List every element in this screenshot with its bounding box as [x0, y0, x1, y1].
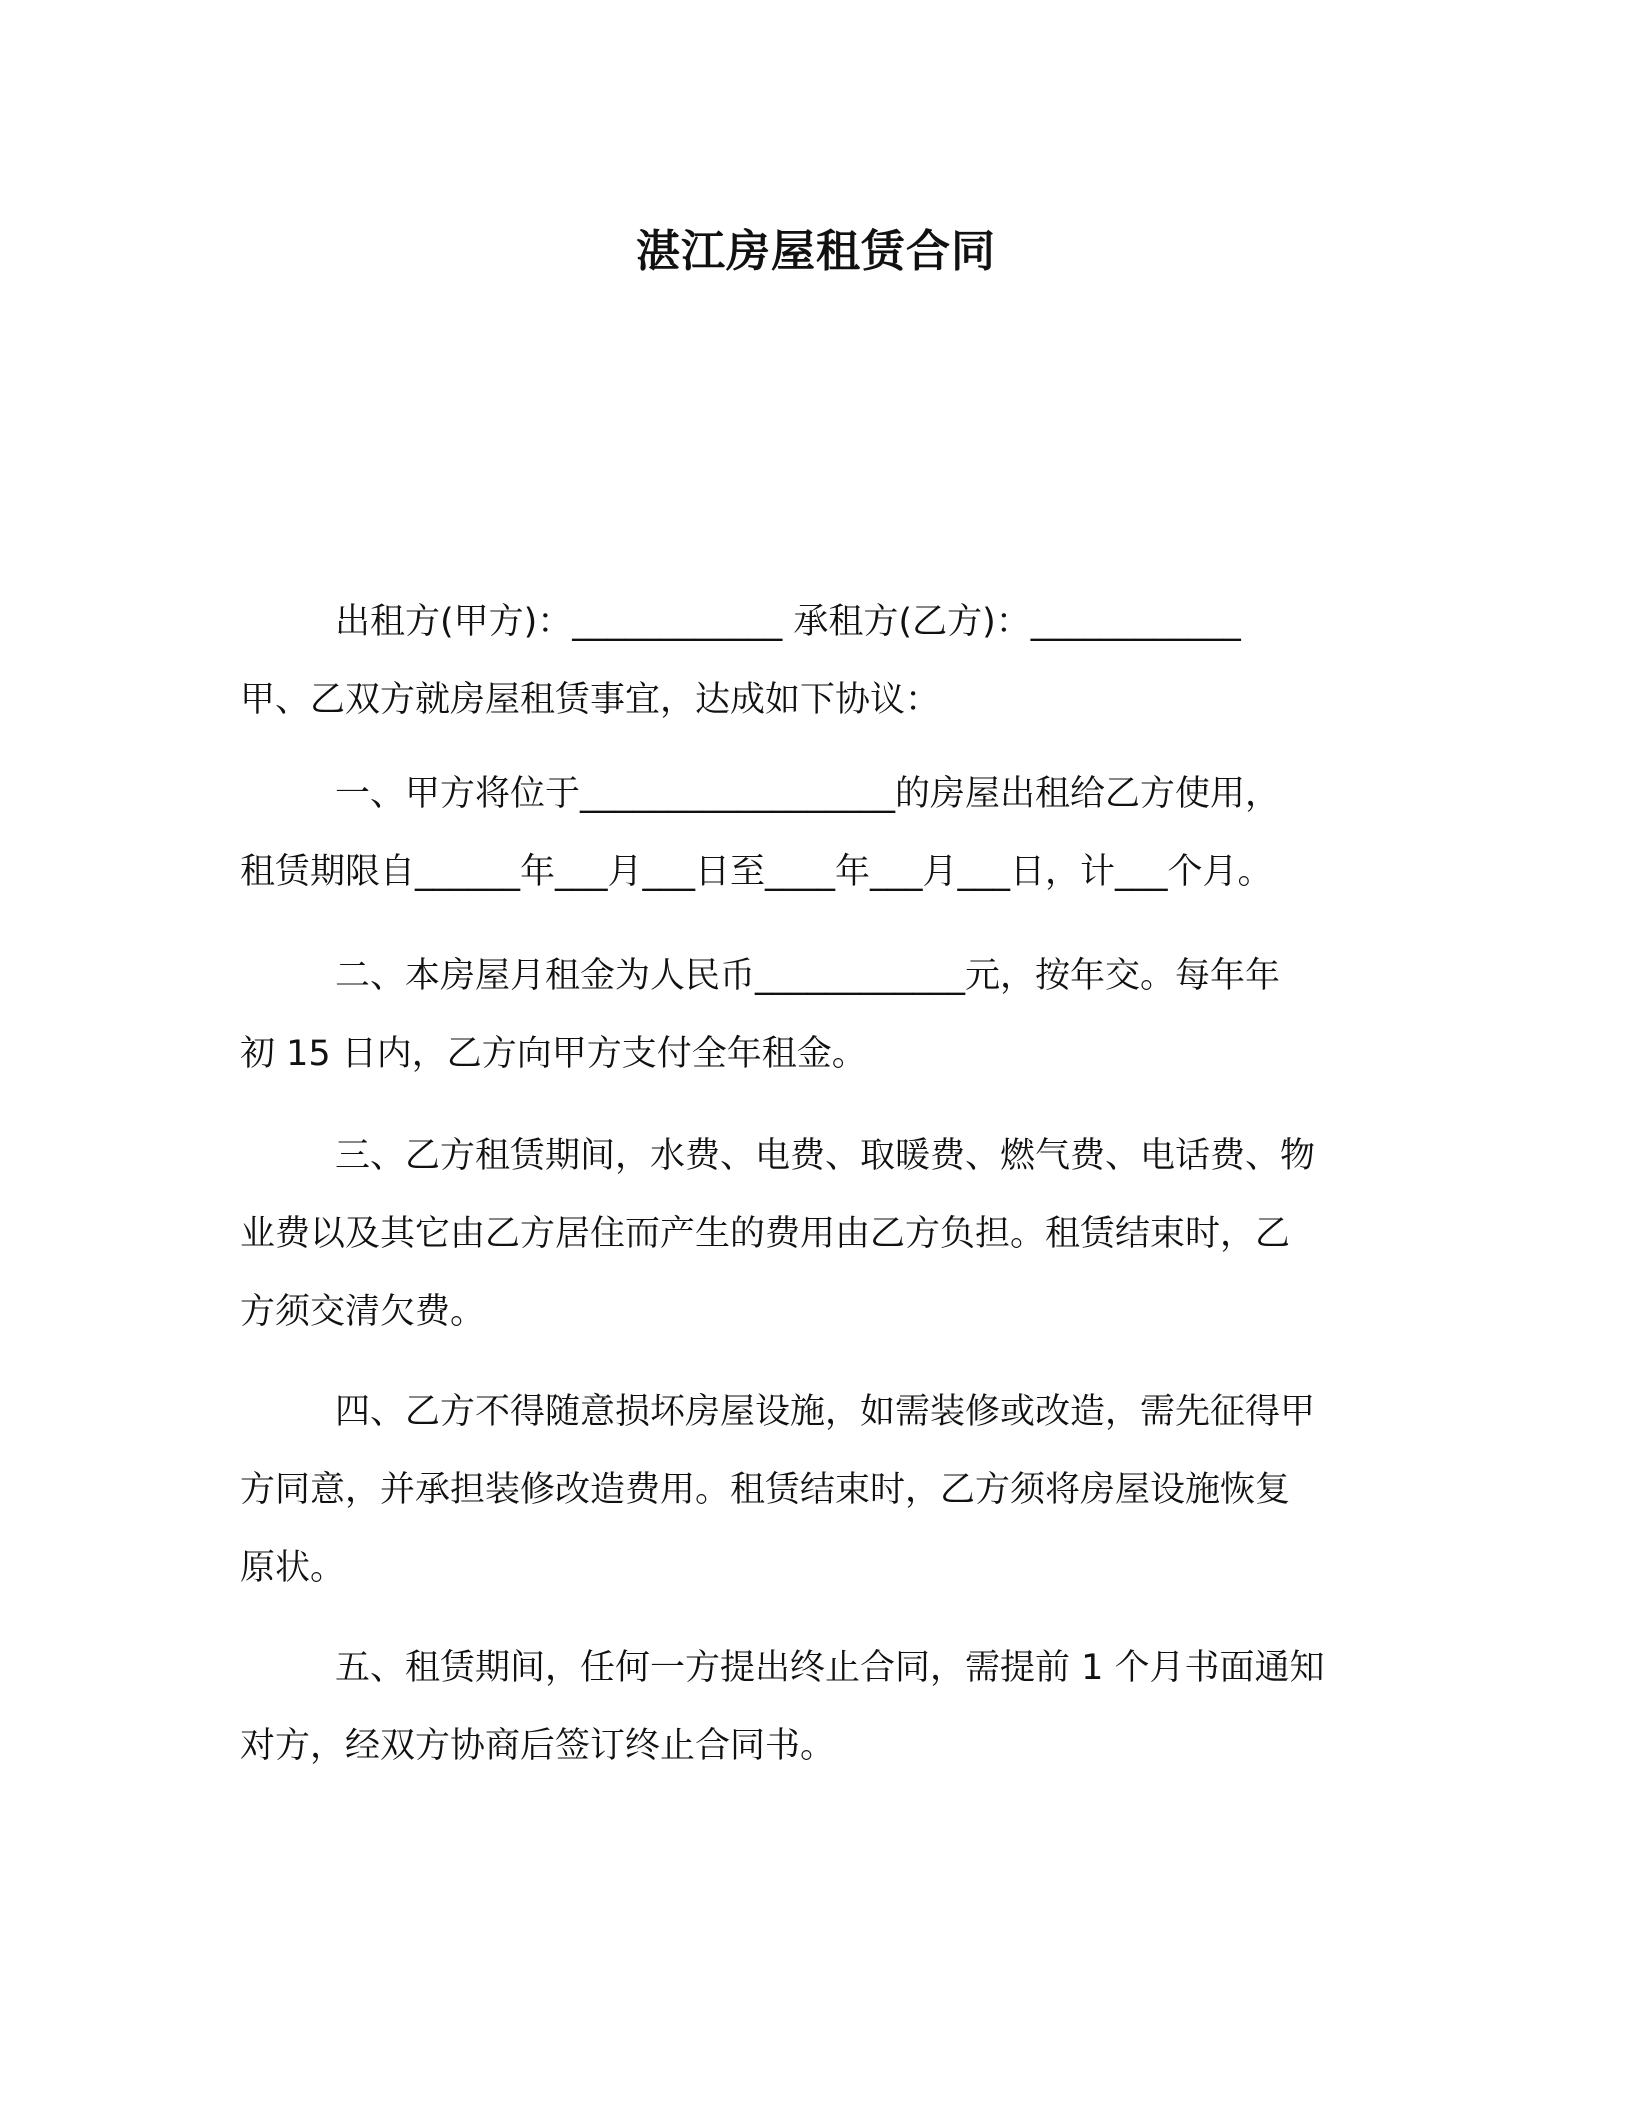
clause-4-line-1: 四、乙方不得随意损坏房屋设施，如需装修或改造，需先征得甲 — [335, 1392, 1316, 1432]
clause-2-line-1: 二、本房屋月租金为人民币____________元，按年交。每年年 — [335, 956, 1281, 996]
clause-1-line-2: 租赁期限自______年___月___日至____年___月___日，计___个月。 — [240, 852, 1273, 892]
clause-1-line-1: 一、甲方将位于__________________的房屋出租给乙方使用， — [335, 774, 1281, 814]
intro-line: 甲、乙双方就房屋租赁事宜，达成如下协议： — [240, 680, 941, 720]
parties-line: 出租方(甲方)：____________ 承租方(乙方)：____________ — [335, 602, 1241, 642]
clause-3-line-1: 三、乙方租赁期间，水费、电费、取暖费、燃气费、电话费、物 — [335, 1136, 1316, 1176]
document-title: 湛江房屋租赁合同 — [636, 226, 996, 277]
clause-5-line-1: 五、租赁期间，任何一方提出终止合同，需提前 1 个月书面通知 — [335, 1648, 1325, 1688]
clause-2-line-2: 初 15 日内，乙方向甲方支付全年租金。 — [240, 1034, 867, 1074]
clause-3-line-2: 业费以及其它由乙方居住而产生的费用由乙方负担。租赁结束时，乙 — [240, 1214, 1291, 1254]
clause-5-line-2: 对方，经双方协商后签订终止合同书。 — [240, 1726, 836, 1766]
clause-3-line-3: 方须交清欠费。 — [240, 1292, 486, 1332]
clause-4-line-2: 方同意，并承担装修改造费用。租赁结束时，乙方须将房屋设施恢复 — [240, 1470, 1291, 1510]
clause-4-line-3: 原状。 — [240, 1548, 346, 1588]
